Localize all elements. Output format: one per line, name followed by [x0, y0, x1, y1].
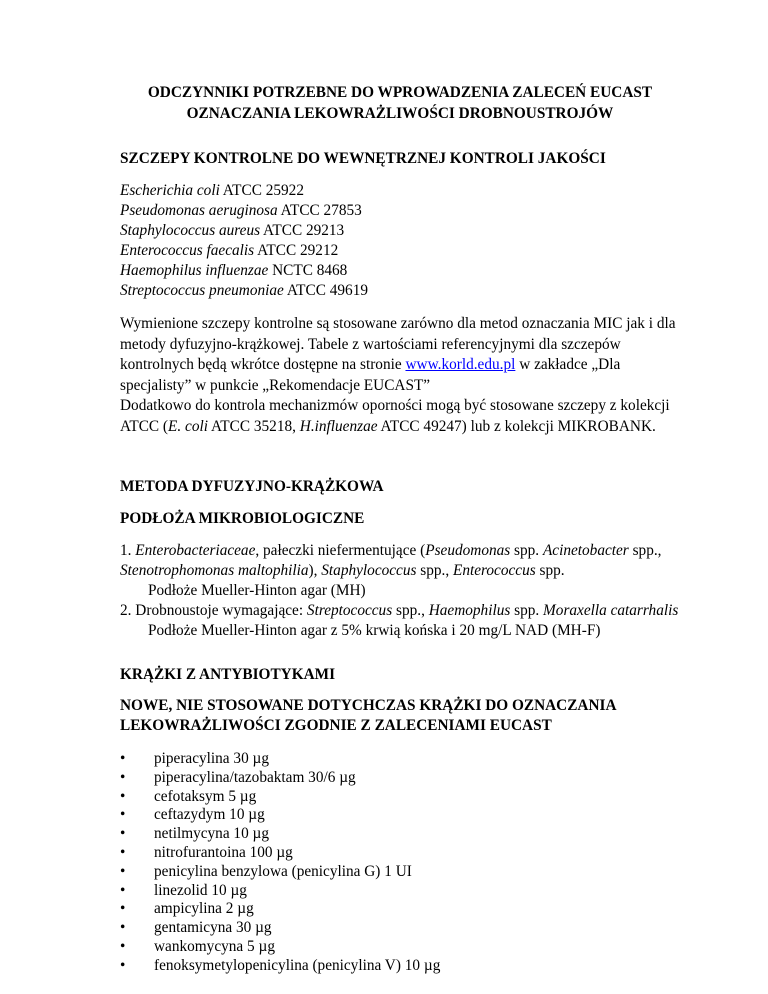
- media-list: [120, 541, 680, 641]
- bullet-icon: •: [120, 937, 126, 955]
- strain-code: ATCC 29212: [254, 242, 339, 259]
- antibiotic-disc-list: [120, 750, 680, 976]
- strain-name: Enterococcus faecalis: [120, 242, 255, 259]
- media-item-medium: Podłoże Mueller-Hinton agar z 5% krwią końska i 20 mg/L NAD (MH-F): [148, 622, 601, 639]
- list-item: • piperacylina/tazobaktam 30/6 µg: [120, 768, 356, 786]
- page-title: [120, 82, 680, 124]
- bullet-icon: •: [120, 956, 126, 974]
- paragraph-text: ATCC 49247) lub z kolekcji MIKROBANK.: [377, 417, 656, 435]
- document-content: [120, 82, 680, 976]
- control-strains-paragraph: [120, 314, 680, 437]
- strain-name: Streptococcus pneumoniae: [120, 282, 284, 299]
- list-item: • cefotaksym 5 µg: [120, 787, 257, 805]
- strain-item: [120, 241, 680, 261]
- strain-item: [120, 261, 680, 281]
- paragraph-text: Dodatkowo do kontrola mechanizmów oporności mogą być stosowane szczepy z kolekcji ATCC (: [120, 397, 670, 435]
- control-strains-list: [120, 181, 680, 301]
- paragraph-text: w zakładce „Dla specjalisty” w punkcie „Rekomendacje EUCAST”: [120, 356, 621, 394]
- organism-name: H.influenzae: [299, 417, 378, 435]
- bullet-icon: •: [120, 881, 126, 899]
- list-item: • piperacylina 30 µg: [120, 750, 270, 767]
- strain-name: Staphylococcus aureus: [120, 222, 261, 239]
- list-item: • fenoksymetylopenicylina (penicylina V) 10 µg: [120, 956, 441, 974]
- strain-code: ATCC 49619: [283, 282, 368, 299]
- list-item: • nitrofurantoina 100 µg: [120, 843, 293, 861]
- control-strains-heading: SZCZEPY KONTROLNE DO WEWNĘTRZNEJ KONTROLI JAKOŚCI: [120, 150, 606, 167]
- list-item: • linezolid 10 µg: [120, 881, 247, 899]
- bullet-icon: •: [120, 919, 126, 937]
- organism-name: E. coli: [168, 417, 208, 435]
- strain-item: [120, 281, 680, 301]
- media-item: 1. Enterobacteriaceae, pałeczki niefermentujące (Pseudomonas spp. Acinetobacter spp., Stenotrophomonas maltophilia), Staphylococcus spp., Enterococcus spp.: [120, 542, 662, 579]
- list-item: • gentamicyna 30 µg: [120, 919, 272, 937]
- bullet-icon: •: [120, 843, 126, 861]
- bullet-icon: •: [120, 806, 126, 824]
- bullet-icon: •: [120, 750, 126, 767]
- strain-name: Escherichia coli: [120, 182, 220, 199]
- media-item: 2. Drobnoustoje wymagające: Streptococcus spp., Haemophilus spp. Moraxella catarrhalis: [120, 602, 679, 619]
- list-item: • wankomycyna 5 µg: [120, 937, 275, 955]
- new-discs-heading: NOWE, NIE STOSOWANE DOTYCHCZAS KRĄŻKI DO OZNACZANIA LEKOWRAŻLIWOŚCI ZGODNIE Z ZALECENIAMI EUCAST: [120, 697, 617, 734]
- antibiotic-discs-heading: KRĄŻKI Z ANTYBIOTYKAMI: [120, 666, 336, 683]
- bullet-icon: •: [120, 768, 126, 786]
- strain-code: ATCC 25922: [219, 182, 304, 199]
- title-line-1: ODCZYNNIKI POTRZEBNE DO WPROWADZENIA ZALECEŃ EUCAST: [147, 84, 653, 101]
- strain-code: NCTC 8468: [268, 262, 348, 279]
- strain-name: Haemophilus influenzae: [120, 262, 269, 279]
- list-item: • penicylina benzylowa (penicylina G) 1 UI: [120, 862, 412, 880]
- media-item-medium: Podłoże Mueller-Hinton agar (MH): [148, 582, 366, 599]
- list-item: • netilmycyna 10 µg: [120, 825, 270, 843]
- bullet-icon: •: [120, 900, 126, 918]
- bullet-icon: •: [120, 825, 126, 843]
- strain-code: ATCC 29213: [260, 222, 345, 239]
- list-item: • ampicylina 2 µg: [120, 900, 254, 918]
- strain-item: [120, 201, 680, 221]
- bullet-icon: •: [120, 862, 126, 880]
- media-heading: PODŁOŻA MIKROBIOLOGICZNE: [120, 510, 365, 527]
- bullet-icon: •: [120, 787, 126, 805]
- strain-name: Pseudomonas aeruginosa: [120, 202, 278, 219]
- strain-code: ATCC 27853: [277, 202, 362, 219]
- korld-website-link[interactable]: www.korld.edu.pl: [405, 356, 516, 373]
- paragraph-text: ATCC 35218,: [207, 417, 300, 435]
- title-line-2: OZNACZANIA LEKOWRAŻLIWOŚCI DROBNOUSTROJÓW: [186, 105, 614, 122]
- strain-item: [120, 181, 680, 201]
- disk-diffusion-heading: METODA DYFUZYJNO-KRĄŻKOWA: [120, 478, 384, 495]
- paragraph-text: Wymienione szczepy kontrolne są stosowane zarówno dla metod oznaczania MIC jak i dla metody dyfuzyjno-krążkowej. Tabele z wartościami referencyjnymi dla szczepów kontrolnych będą wkrótce dostępne na stronie: [120, 315, 676, 373]
- list-item: • ceftazydym 10 µg: [120, 806, 265, 824]
- strain-item: [120, 221, 680, 241]
